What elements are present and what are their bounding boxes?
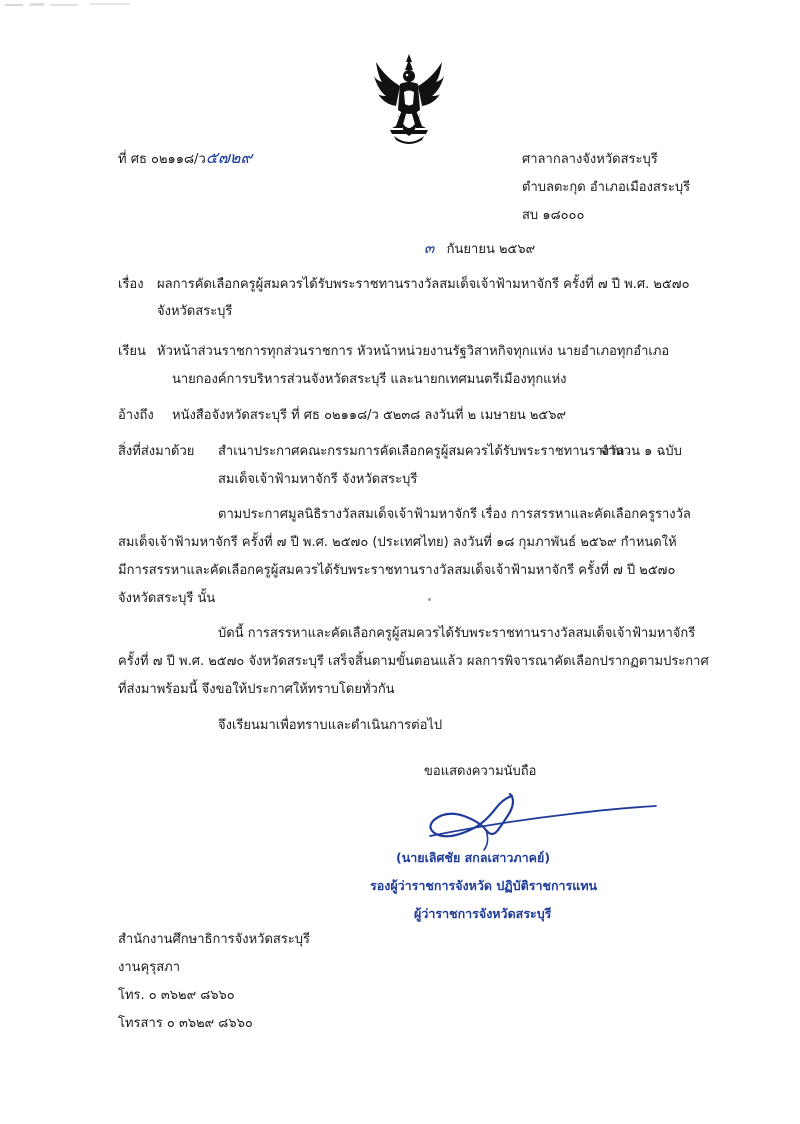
subject-label: เรื่อง <box>118 277 144 292</box>
garuda-emblem-icon <box>372 52 446 148</box>
para1-line-4: จังหวัดสระบุรี นั้น <box>118 591 216 606</box>
para2-line-2: ครั้งที่ ๗ ปี พ.ศ. ๒๕๗๐ จังหวัดสระบุรี เสร็จสิ้นตามขั้นตอนแล้ว ผลการพิจารณาคัดเลือกปรากฏตามประกาศ <box>118 654 709 669</box>
closing-request: จึงเรียนมาเพื่อทราบและดำเนินการต่อไป <box>218 718 443 733</box>
enclosure-count: จำนวน ๑ ฉบับ <box>600 444 682 459</box>
signatory-title-1: รองผู้ว่าราชการจังหวัด ปฏิบัติราชการแทน <box>370 878 598 893</box>
to-label: เรียน <box>118 344 146 359</box>
reference-text: หนังสือจังหวัดสระบุรี ที่ ศธ ๐๒๑๑๘/ว ๕๒๓๘ ลงวันที่ ๒ เมษายน ๒๕๖๙ <box>172 408 567 423</box>
ref-number <box>118 148 252 170</box>
address-line-3: สบ ๑๘๐๐๐ <box>522 208 585 223</box>
footer-phone: โทร. ๐ ๓๖๒๙ ๘๖๖๐ <box>118 988 235 1003</box>
para1-line-2: สมเด็จเจ้าฟ้ามหาจักรี ครั้งที่ ๗ ปี พ.ศ. ๒๕๗๐ (ประเทศไทย) ลงวันที่ ๑๘ กุมภาพันธ์ ๒๕๖๙ กำหนดให้ <box>118 535 677 550</box>
address-line-1: ศาลากลางจังหวัดสระบุรี <box>522 152 658 167</box>
footer-fax: โทรสาร ๐ ๓๖๒๙ ๘๖๖๐ <box>118 1016 253 1031</box>
enclosure-label: สิ่งที่ส่งมาด้วย <box>118 444 195 459</box>
date-month-year: กันยายน ๒๕๖๙ <box>446 242 536 257</box>
reference-label: อ้างถึง <box>118 408 154 423</box>
date-day-handwritten: ๓ <box>424 239 435 257</box>
letter-date <box>424 238 535 260</box>
signatory-title-2: ผู้ว่าราชการจังหวัดสระบุรี <box>414 906 552 921</box>
scan-artifact <box>0 0 150 14</box>
enclosure-line-1: สำเนาประกาศคณะกรรมการคัดเลือกครูผู้สมควรได้รับพระราชทานรางวัล <box>218 444 625 459</box>
para2-line-1: บัดนี้ การสรรหาและคัดเลือกครูผู้สมควรได้รับพระราชทานรางวัลสมเด็จเจ้าฟ้ามหาจักรี <box>218 626 696 641</box>
para1-line-1: ตามประกาศมูลนิธิรางวัลสมเด็จเจ้าฟ้ามหาจักรี เรื่อง การสรรหาและคัดเลือกครูรางวัล <box>218 507 691 522</box>
para1-line-3: มีการสรรหาและคัดเลือกครูผู้สมควรได้รับพระราชทานรางวัลสมเด็จเจ้าฟ้ามหาจักรี ครั้งที่ ๗ ปี ๒๕๗๐ <box>118 563 676 578</box>
to-line-1: หัวหน้าส่วนราชการทุกส่วนราชการ หัวหน้าหน่วยงานรัฐวิสาหกิจทุกแห่ง นายอำเภอทุกอำเภอ <box>157 344 670 359</box>
signatory-name: (นายเลิศชัย สกลเสาวภาคย์) <box>396 850 551 865</box>
subject-line-1: ผลการคัดเลือกครูผู้สมควรได้รับพระราชทานรางวัลสมเด็จเจ้าฟ้ามหาจักรี ครั้งที่ ๗ ปี พ.ศ. ๒๕๗๐ <box>157 277 690 292</box>
footer-office: สำนักงานศึกษาธิการจังหวัดสระบุรี <box>118 932 311 947</box>
scan-speck <box>428 598 431 601</box>
to-line-2: นายกองค์การบริหารส่วนจังหวัดสระบุรี และนายกเทศมนตรีเมืองทุกแห่ง <box>172 372 567 387</box>
handwritten-signature <box>400 786 660 856</box>
para2-line-3: ที่ส่งมาพร้อมนี้ จึงขอให้ประกาศให้ทราบโดยทั่วกัน <box>118 682 395 697</box>
closing-regards: ขอแสดงความนับถือ <box>424 764 537 779</box>
ref-number-handwritten: ๕๗๒๙ <box>205 148 253 167</box>
address-line-2: ตำบลตะกุด อำเภอเมืองสระบุรี <box>522 180 691 195</box>
ref-label: ที่ ศธ ๐๒๑๑๘/ว <box>118 152 206 167</box>
enclosure-line-2: สมเด็จเจ้าฟ้ามหาจักรี จังหวัดสระบุรี <box>218 472 418 487</box>
subject-line-2: จังหวัดสระบุรี <box>157 304 233 319</box>
footer-unit: งานคุรุสภา <box>118 960 181 975</box>
